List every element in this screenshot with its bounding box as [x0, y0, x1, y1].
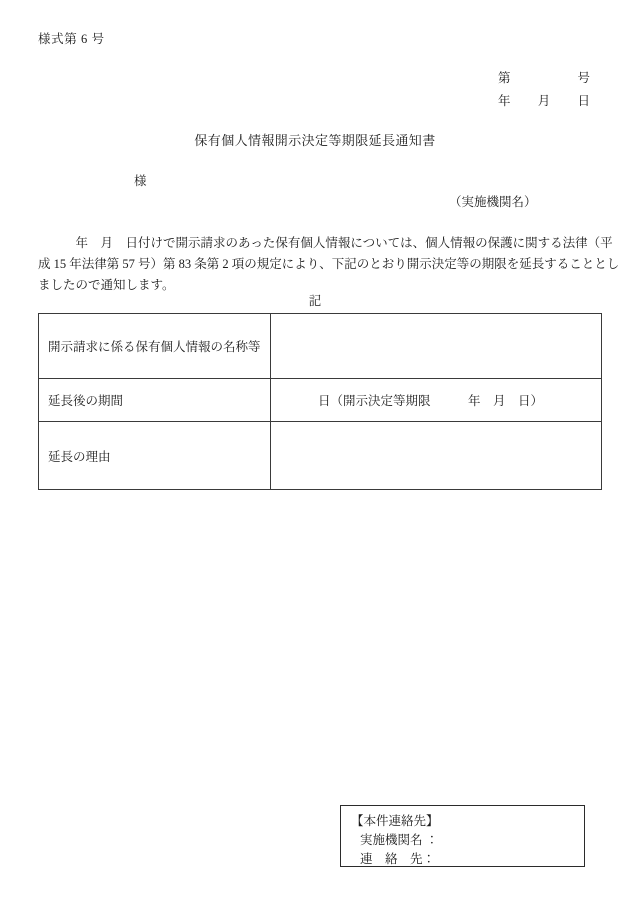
row-value-extension-reason[interactable]: [271, 422, 602, 490]
ki-marker: 記: [308, 294, 322, 308]
contact-box: [340, 805, 585, 867]
document-number-line: [498, 72, 590, 85]
details-table: [38, 313, 602, 490]
contact-heading: 【本件連絡先】: [351, 814, 439, 828]
contact-agency-label: 実施機関名 ：: [360, 833, 439, 847]
body-line-3: ましたので通知します。: [38, 278, 175, 292]
table-row: [39, 379, 602, 422]
addressee-honorific: 様: [134, 174, 147, 188]
document-number-suffix: 号: [577, 71, 590, 85]
row-label-extension-reason: 延長の理由: [39, 422, 271, 490]
body-line-2: 成 15 年法律第 57 号）第 83 条第 2 項の規定により、下記のとおり開示決定等の期限を延長することとし: [38, 257, 620, 271]
table-row: [39, 422, 602, 490]
body-line-1: 年 月 日付けで開示請求のあった保有個人情報については、個人情報の保護に関する法律（平: [38, 236, 613, 250]
document-number-prefix: 第: [498, 71, 511, 85]
row-value-information-name[interactable]: [271, 314, 602, 379]
body-paragraph: [38, 233, 620, 296]
issuer-agency-name: （実施機関名）: [449, 195, 537, 209]
date-year-label: 年: [498, 94, 511, 108]
contact-phone-label: 連 絡 先：: [360, 852, 436, 866]
table-row: [39, 314, 602, 379]
row-value-extended-period[interactable]: [271, 379, 602, 422]
date-month-label: 月: [537, 94, 551, 108]
row-label-information-name: 開示請求に係る保有個人情報の名称等: [39, 314, 271, 379]
extended-period-value: 日（開示決定等期限 年 月 日）: [318, 394, 544, 408]
date-day-label: 日: [577, 94, 590, 108]
document-date-line: [498, 95, 590, 108]
form-number: 様式第 6 号: [38, 32, 105, 46]
page-title: 保有個人情報開示決定等期限延長通知書: [194, 133, 436, 148]
row-label-extended-period: 延長後の期間: [39, 379, 271, 422]
